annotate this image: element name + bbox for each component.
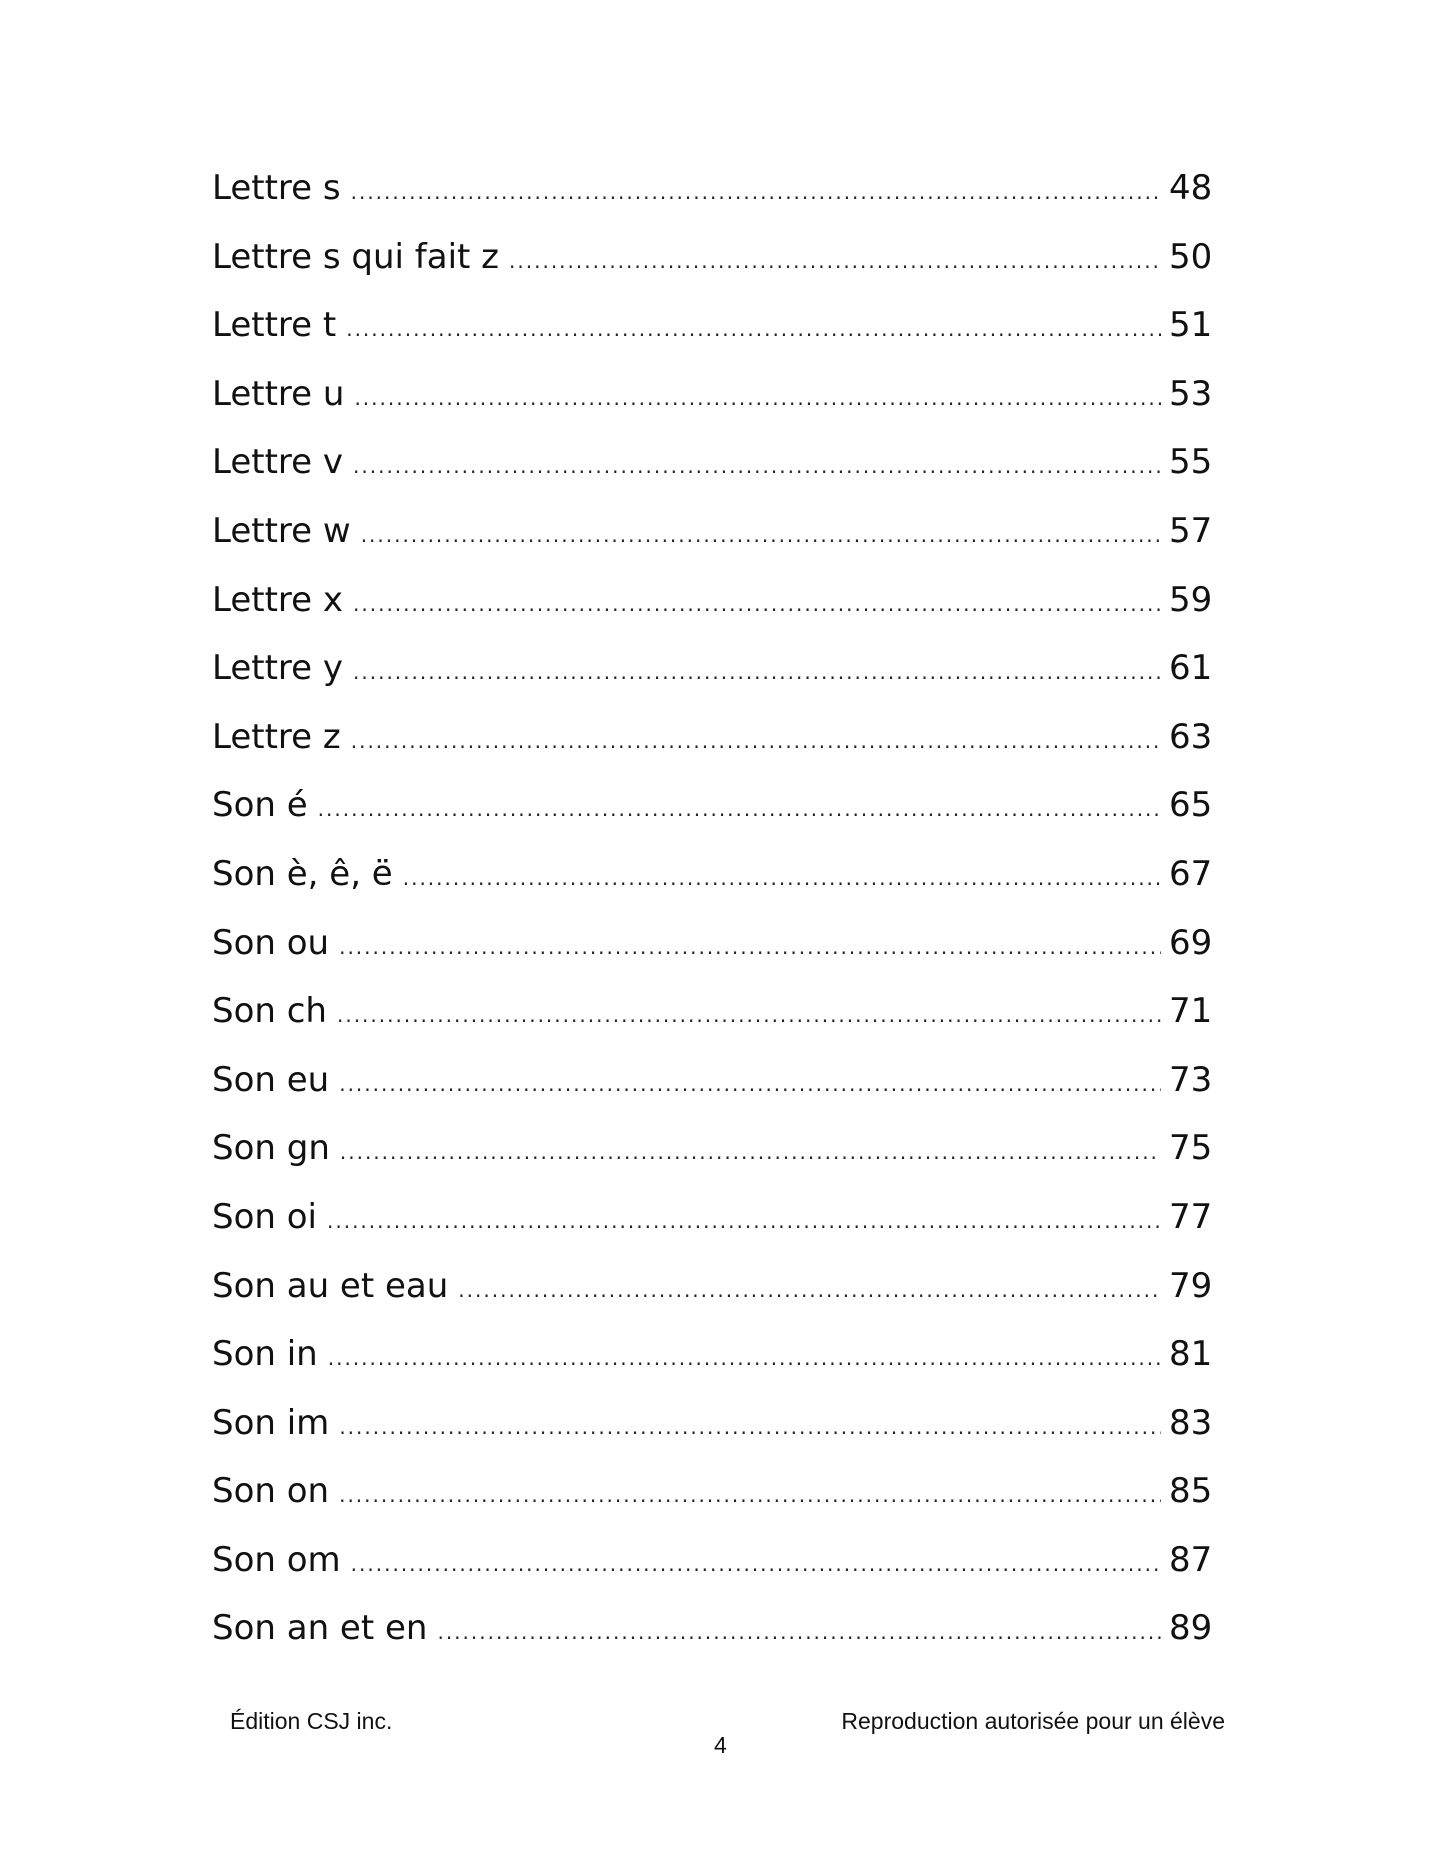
toc-entry[interactable]: [212, 717, 1227, 786]
toc-entry-page: 77: [1169, 1196, 1213, 1237]
toc-entry[interactable]: [212, 1608, 1227, 1677]
toc-entry-page: 61: [1169, 648, 1213, 689]
toc-entry-label: Lettre t: [212, 305, 337, 346]
toc-entry-page: 75: [1169, 1128, 1213, 1169]
toc-entry-page: 53: [1169, 373, 1213, 414]
toc-entry[interactable]: [212, 168, 1227, 237]
toc-entry-label: Son im: [212, 1402, 330, 1443]
toc-entry-page: 57: [1169, 510, 1213, 551]
toc-entry-page: 89: [1169, 1608, 1213, 1649]
dot-leader: [351, 172, 1161, 212]
dot-leader: [339, 927, 1161, 967]
toc-entry-page: 48: [1169, 168, 1213, 208]
toc-entry-label: Son au et eau: [212, 1265, 449, 1306]
toc-entry-label: Lettre u: [212, 373, 345, 414]
toc-entry-label: Son in: [212, 1334, 318, 1375]
toc-entry-label: Lettre s qui fait z: [212, 236, 500, 277]
footer-publisher: Édition CSJ inc.: [230, 1708, 393, 1734]
toc-entry[interactable]: [212, 305, 1227, 374]
dot-leader: [361, 515, 1161, 555]
toc-entry-page: 83: [1169, 1402, 1213, 1443]
toc-entry-label: Son oi: [212, 1196, 317, 1237]
toc-entry-page: 87: [1169, 1539, 1213, 1580]
toc-entry[interactable]: [212, 1403, 1227, 1472]
toc-entry-label: Son é: [212, 785, 308, 826]
toc-entry[interactable]: [212, 237, 1227, 306]
toc-entry-label: Son an et en: [212, 1608, 428, 1649]
toc-entry[interactable]: [212, 923, 1227, 992]
toc-entry-label: Lettre x: [212, 579, 344, 620]
footer-rights: Reproduction autorisée pour un élève: [841, 1708, 1225, 1734]
toc-entry-label: Son ou: [212, 922, 330, 963]
toc-entry-page: 50: [1169, 236, 1213, 277]
toc-entry-page: 71: [1169, 991, 1213, 1032]
toc-entry-label: Lettre y: [212, 648, 344, 689]
dot-leader: [339, 1475, 1161, 1515]
footer-page-number: 4: [714, 1732, 727, 1758]
dot-leader: [403, 858, 1161, 898]
dot-leader: [354, 378, 1161, 418]
dot-leader: [509, 241, 1161, 281]
toc-entry-page: 79: [1169, 1265, 1213, 1306]
toc-entry[interactable]: [212, 854, 1227, 923]
toc-entry-label: Son gn: [212, 1128, 330, 1169]
toc-entry[interactable]: [212, 1266, 1227, 1335]
dot-leader: [353, 446, 1161, 486]
dot-leader: [458, 1270, 1161, 1310]
toc-entry[interactable]: [212, 1197, 1227, 1266]
toc-entry-page: 63: [1169, 716, 1213, 757]
dot-leader: [328, 1338, 1161, 1378]
dot-leader: [318, 789, 1161, 829]
toc-entry[interactable]: [212, 785, 1227, 854]
toc-entry[interactable]: [212, 991, 1227, 1060]
toc-entry-label: Lettre s: [212, 168, 341, 208]
toc-entry[interactable]: [212, 1540, 1227, 1609]
toc-entry-page: 65: [1169, 785, 1213, 826]
table-of-contents: [212, 168, 1227, 1677]
toc-entry-page: 69: [1169, 922, 1213, 963]
toc-entry-label: Son eu: [212, 1059, 330, 1100]
toc-entry[interactable]: [212, 511, 1227, 580]
toc-entry-page: 81: [1169, 1334, 1213, 1375]
toc-entry[interactable]: [212, 648, 1227, 717]
toc-entry[interactable]: [212, 1471, 1227, 1540]
toc-entry[interactable]: [212, 1128, 1227, 1197]
dot-leader: [353, 652, 1161, 692]
toc-entry[interactable]: [212, 374, 1227, 443]
toc-entry-label: Son è, ê, ë: [212, 853, 393, 894]
dot-leader: [351, 1544, 1161, 1584]
toc-entry-label: Son ch: [212, 991, 327, 1032]
dot-leader: [339, 1064, 1161, 1104]
toc-entry-label: Lettre v: [212, 442, 344, 483]
toc-entry-page: 51: [1169, 305, 1213, 346]
toc-entry-label: Son om: [212, 1539, 341, 1580]
toc-entry-page: 67: [1169, 853, 1213, 894]
dot-leader: [437, 1612, 1161, 1652]
toc-entry-label: Lettre w: [212, 510, 351, 551]
dot-leader: [327, 1201, 1161, 1241]
dot-leader: [337, 995, 1161, 1035]
toc-entry-label: Lettre z: [212, 716, 341, 757]
toc-entry[interactable]: [212, 1060, 1227, 1129]
dot-leader: [351, 721, 1161, 761]
toc-entry[interactable]: [212, 442, 1227, 511]
toc-entry-page: 59: [1169, 579, 1213, 620]
toc-entry-page: 55: [1169, 442, 1213, 483]
dot-leader: [346, 309, 1161, 349]
dot-leader: [353, 584, 1161, 624]
dot-leader: [340, 1132, 1161, 1172]
toc-entry-page: 73: [1169, 1059, 1213, 1100]
toc-entry[interactable]: [212, 1334, 1227, 1403]
toc-entry-page: 85: [1169, 1471, 1213, 1512]
toc-entry[interactable]: [212, 580, 1227, 649]
toc-entry-label: Son on: [212, 1471, 330, 1512]
dot-leader: [339, 1407, 1161, 1447]
